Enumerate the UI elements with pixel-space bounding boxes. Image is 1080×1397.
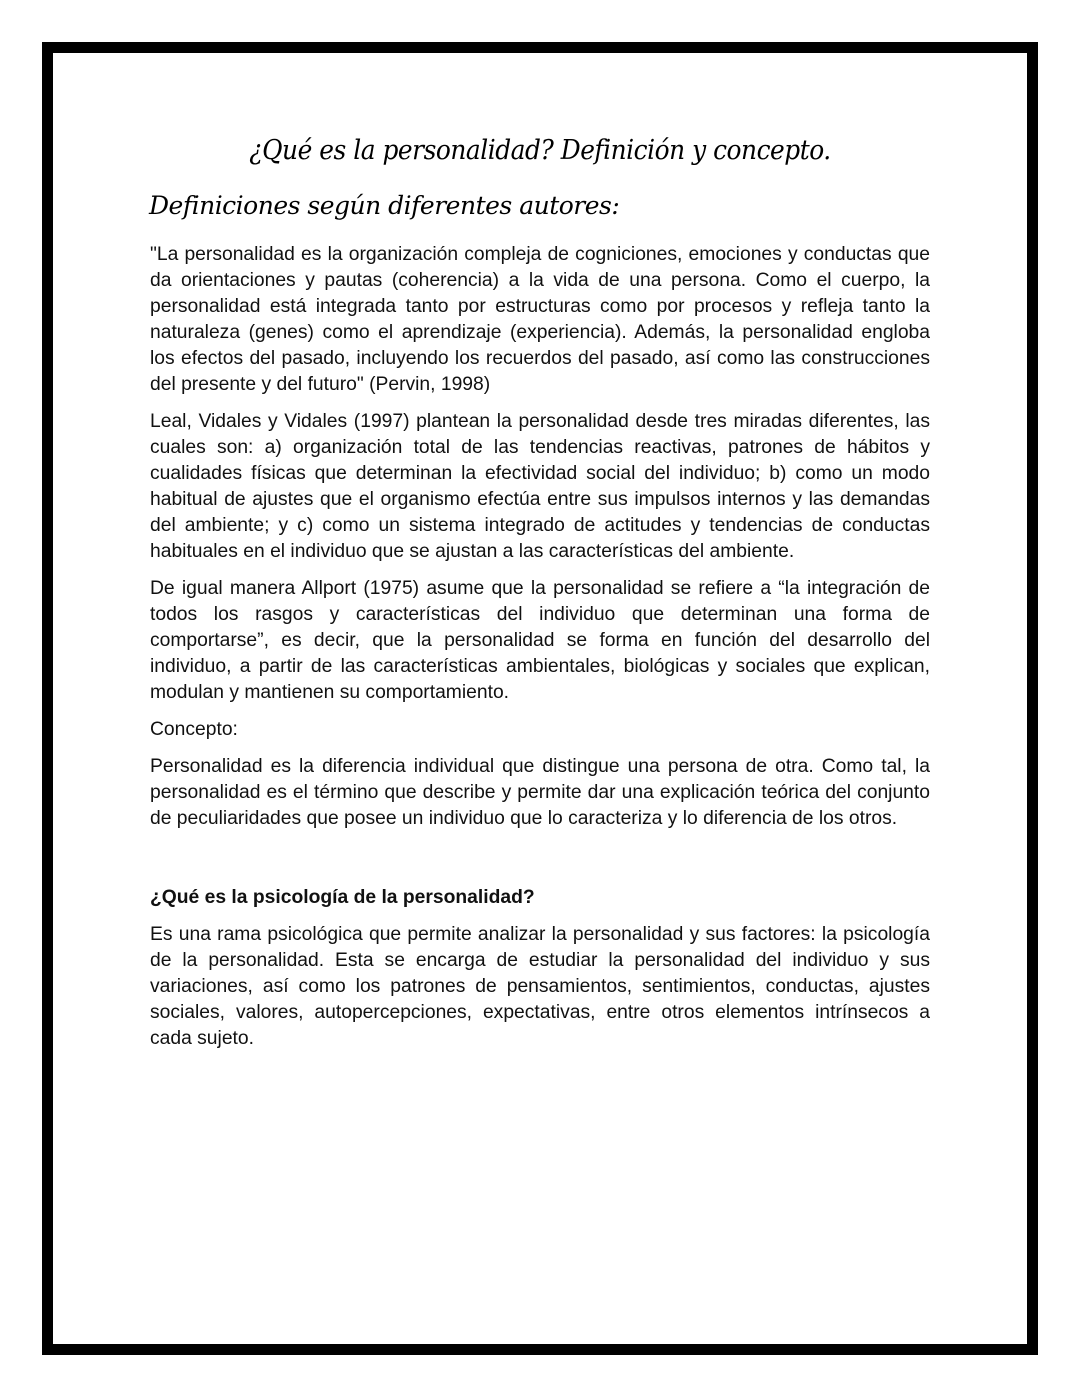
paragraph-psicologia: Es una rama psicológica que permite analizar la personalidad y sus factores: la psicología de la personalidad. Esta se encarga de estudiar la personalidad del individuo y sus variaciones, así como los patrones de pensamientos, sentimientos, conductas, ajustes sociales, valores, autopercepciones, expectativas, entre otros elementos intrínsecos a cada sujeto. [150, 924, 930, 1049]
section-heading-psicologia: ¿Qué es la psicología de la personalidad? [150, 887, 535, 908]
concept-label: Concepto: [150, 719, 238, 740]
paragraph-allport: De igual manera Allport (1975) asume que la personalidad se refiere a “la integración de todos los rasgos y características del individuo que determinan una forma de comportarse”, es decir, que la personalidad se forma en función del desarrollo del individuo, a partir de las características ambientales, biológicas y sociales que explican, modulan y mantienen su comportamiento. [150, 578, 930, 703]
paragraph-leal-vidales: Leal, Vidales y Vidales (1997) plantean la personalidad desde tres miradas diferentes, las cuales son: a) organización total de las tendencias reactivas, patrones de hábitos y cualidades físicas que determinan la efectividad social del individuo; b) como un modo habitual de ajustes que el organismo efectúa entre sus impulsos internos y las demandas del ambiente; y c) como un sistema integrado de actitudes y tendencias de conductas habituales en el individuo que se ajustan a las características del ambiente. [150, 411, 930, 562]
page-frame [42, 42, 1038, 1355]
paragraph-pervin: "La personalidad es la organización compleja de cogniciones, emociones y conductas que da orientaciones y pautas (coherencia) a la vida de una persona. Como el cuerpo, la personalidad está integrada tanto por estructuras como por procesos y refleja tanto la naturaleza (genes) como el aprendizaje (experiencia). Además, la personalidad engloba los efectos del pasado, incluyendo los recuerdos del pasado, así como las construcciones del presente y del futuro" (Pervin, 1998) [150, 244, 930, 395]
page-title: ¿Qué es la personalidad? Definición y concepto. [249, 135, 831, 166]
section-subtitle: Definiciones según diferentes autores: [149, 191, 620, 220]
document-body [150, 242, 930, 1063]
concept-paragraph: Personalidad es la diferencia individual que distingue una persona de otra. Como tal, la personalidad es el término que describe y permite dar una explicación teórica del conjunto de peculiaridades que posee un individuo que lo caracteriza y lo diferencia de los otros. [150, 756, 930, 829]
